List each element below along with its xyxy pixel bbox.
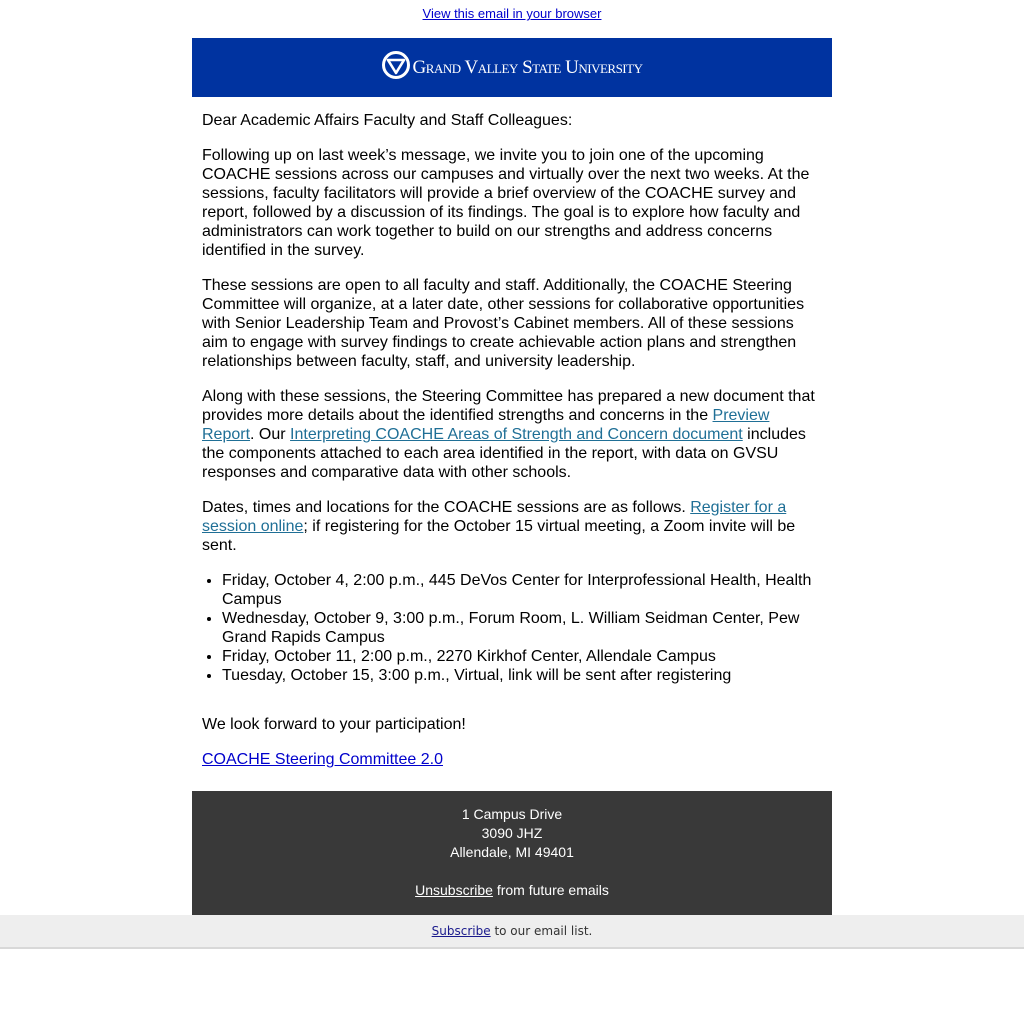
- email-body: [192, 97, 832, 791]
- session-list: [202, 571, 822, 685]
- paragraph-documents: [202, 387, 822, 482]
- text: . Our: [250, 426, 291, 443]
- unsubscribe-link[interactable]: Unsubscribe: [415, 882, 493, 898]
- university-logo-text: Grand Valley State University: [412, 56, 643, 78]
- header-banner: [192, 38, 832, 97]
- closing: We look forward to your participation!: [202, 716, 466, 733]
- address-line: Allendale, MI 49401: [450, 844, 574, 860]
- paragraph-sessions-open: These sessions are open to all faculty and staff. Additionally, the COACHE Steering Committee will organize, at a later date, other sessions for collaborative opportunities with Senior Leadership Team and Provost’s Cabinet members. All of these sessions aim to engage with survey findings to create achievable action plans and strengthen relationships between faculty, staff, and university leadership.: [202, 277, 805, 370]
- list-item: • Friday, October 11, 2:00 p.m., 2270 Kirkhof Center, Allendale Campus: [222, 647, 822, 666]
- list-item: • Wednesday, October 9, 3:00 p.m., Forum Room, L. William Seidman Center, Pew Grand Rapids Campus: [222, 609, 822, 647]
- top-bar: [0, 0, 1024, 38]
- paragraph-dates: [202, 498, 822, 555]
- list-item: • Friday, October 4, 2:00 p.m., 445 DeVos Center for Interprofessional Health, Health Campus: [222, 571, 822, 609]
- text: ; if registering for the October 15 virtual meeting, a Zoom invite will be sent.: [202, 518, 796, 554]
- view-in-browser-link[interactable]: View this email in your browser: [422, 6, 602, 21]
- list-item: • Tuesday, October 15, 3:00 p.m., Virtual, link will be sent after registering: [222, 666, 822, 685]
- email-container: [192, 38, 832, 915]
- address-line: 3090 JHZ: [481, 825, 543, 841]
- greeting: Dear Academic Affairs Faculty and Staff Colleagues:: [202, 112, 573, 129]
- preview-report-link[interactable]: Preview Report: [202, 407, 770, 443]
- text: from future emails: [492, 882, 609, 898]
- text: to our email list.: [490, 924, 593, 938]
- interpreting-coache-link[interactable]: Interpreting COACHE Areas of Strength and Concern document: [290, 426, 743, 443]
- text: includes the components attached to each area identified in the report, with data on GVSU responses and comparative data with other schools.: [202, 426, 806, 481]
- signature-link[interactable]: COACHE Steering Committee 2.0: [202, 751, 443, 768]
- register-link[interactable]: Register for a session online: [202, 499, 787, 535]
- footer: [192, 791, 832, 915]
- text: Along with these sessions, the Steering Committee has prepared a new document that provides more details about the identified strengths and concerns in the: [202, 388, 815, 424]
- paragraph-intro: Following up on last week’s message, we invite you to join one of the upcoming COACHE sessions across our campuses and virtually over the next two weeks. At the sessions, faculty facilitators will provide a brief overview of the COACHE survey and report, followed by a discussion of its findings. The goal is to explore how faculty and administrators can work together to build on our strengths and address concerns identified in the survey.: [202, 147, 810, 259]
- address-line: 1 Campus Drive: [461, 806, 563, 822]
- text: Dates, times and locations for the COACHE sessions are as follows.: [202, 499, 691, 516]
- subscribe-link[interactable]: Subscribe: [431, 924, 491, 938]
- gvsu-logo-icon: [382, 51, 410, 84]
- subscribe-bar: [0, 915, 1024, 949]
- unsubscribe-line: [192, 881, 832, 900]
